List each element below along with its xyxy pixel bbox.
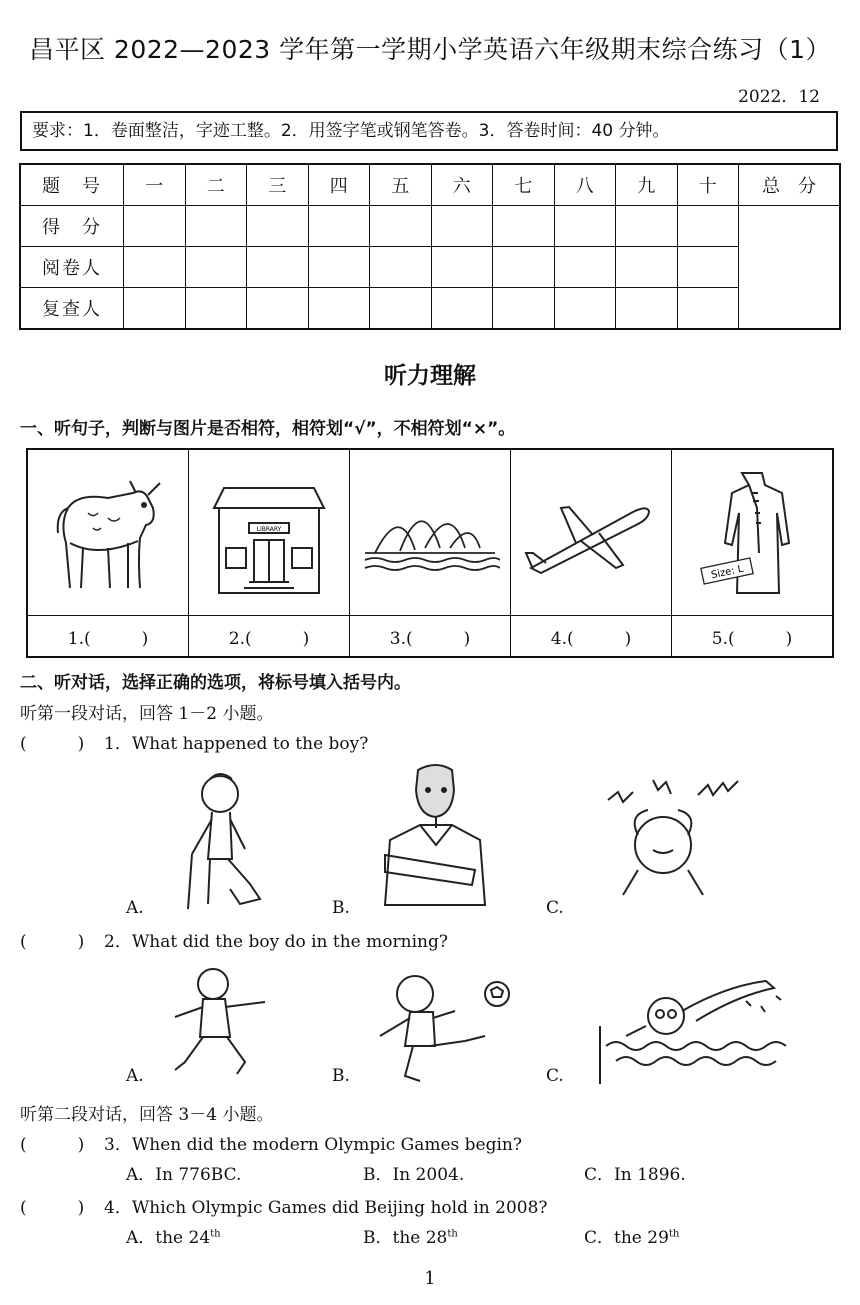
row-label-score: 得 分: [20, 206, 124, 247]
picture-cell-2: [189, 450, 350, 615]
q2-answer-bracket[interactable]: ( ): [20, 932, 85, 952]
score-cell[interactable]: [185, 206, 247, 247]
answer-slot-4[interactable]: 4.( ): [511, 616, 672, 656]
col-3: 三: [247, 164, 309, 206]
checker-cell[interactable]: [554, 288, 616, 330]
total-score-cell[interactable]: [739, 206, 841, 330]
reviewer-cell[interactable]: [554, 247, 616, 288]
col-10: 十: [677, 164, 739, 206]
q4-option-b: B．the 28th: [363, 1228, 458, 1248]
q1-answer-bracket[interactable]: ( ): [20, 734, 85, 754]
reviewer-cell[interactable]: [677, 247, 739, 288]
q3-answer-bracket[interactable]: ( ): [20, 1135, 85, 1155]
score-cell[interactable]: [247, 206, 309, 247]
q4-answer-bracket[interactable]: ( ): [20, 1198, 85, 1218]
section-title: 听力理解: [384, 363, 476, 389]
checker-cell[interactable]: [185, 288, 247, 330]
q2-option-c: C.: [546, 1066, 564, 1086]
part1-instruction: 一、听句子，判断与图片是否相符，相符划“√”，不相符划“×”。: [20, 419, 516, 439]
score-cell[interactable]: [370, 206, 432, 247]
total-label: 总 分: [739, 164, 841, 206]
col-7: 七: [493, 164, 555, 206]
score-cell[interactable]: [677, 206, 739, 247]
checker-cell[interactable]: [431, 288, 493, 330]
checker-cell[interactable]: [247, 288, 309, 330]
reviewer-row: [20, 247, 840, 288]
page-title: 昌平区 2022—2023 学年第一学期小学英语六年级期末综合练习（1）: [28, 35, 832, 64]
opera-house-icon: [360, 488, 500, 578]
row-label-checker: 复查人: [20, 288, 124, 330]
library-icon: [204, 468, 334, 598]
q2-option-a: A.: [126, 1066, 144, 1086]
boy-headache-icon: [608, 780, 738, 895]
boy-broken-leg-icon: [180, 764, 270, 914]
page-number: 1: [424, 1268, 436, 1289]
reviewer-cell[interactable]: [247, 247, 309, 288]
q1-option-a: A.: [126, 898, 144, 918]
col-4: 四: [308, 164, 370, 206]
checker-cell[interactable]: [677, 288, 739, 330]
col-5: 五: [370, 164, 432, 206]
score-cell[interactable]: [431, 206, 493, 247]
reviewer-cell[interactable]: [370, 247, 432, 288]
checker-cell[interactable]: [493, 288, 555, 330]
size-tag: Size: L: [710, 563, 745, 581]
col-9: 九: [616, 164, 678, 206]
part2-instruction: 二、听对话，选择正确的选项，将标号填入括号内。: [20, 673, 411, 693]
reviewer-cell[interactable]: [616, 247, 678, 288]
boy-swimming-icon: [596, 966, 791, 1086]
cow-icon: [48, 463, 168, 603]
dialog2-note: 听第二段对话，回答 3－4 小题。: [20, 1105, 274, 1125]
answer-slot-1[interactable]: 1.( ): [28, 616, 189, 656]
reviewer-cell[interactable]: [308, 247, 370, 288]
checker-cell[interactable]: [308, 288, 370, 330]
picture-cell-1: [28, 450, 189, 615]
reviewer-cell[interactable]: [431, 247, 493, 288]
requirements-box: 要求：1．卷面整洁，字迹工整。2．用签字笔或钢笔答卷。3．答卷时间：40 分钟。: [20, 111, 838, 151]
q3-option-a: A．In 776BC.: [126, 1165, 242, 1185]
part1-picture-grid: [26, 448, 834, 658]
reviewer-cell[interactable]: [493, 247, 555, 288]
score-cell[interactable]: [493, 206, 555, 247]
header-label: 题 号: [20, 164, 124, 206]
answer-slot-5[interactable]: 5.( ): [711, 628, 793, 649]
score-table-header-row: [20, 164, 840, 206]
answer-slot-2[interactable]: 2.( ): [189, 616, 350, 656]
picture-cell-3: [350, 450, 511, 615]
picture-cell-4: [511, 450, 672, 615]
q3-text: 3．When did the modern Olympic Games begin?: [104, 1135, 522, 1155]
score-row: [20, 206, 840, 247]
airplane-icon: [521, 483, 661, 583]
checker-row: [20, 288, 840, 330]
q2-option-b: B.: [332, 1066, 350, 1086]
row-label-reviewer: 阅卷人: [20, 247, 124, 288]
reviewer-cell[interactable]: [124, 247, 186, 288]
q3-option-b: B．In 2004.: [363, 1165, 465, 1185]
q4-option-a: A．the 24th: [126, 1228, 221, 1248]
q1-text: 1．What happened to the boy?: [104, 734, 369, 754]
checker-cell[interactable]: [616, 288, 678, 330]
reviewer-cell[interactable]: [185, 247, 247, 288]
score-table: [19, 163, 841, 330]
boy-soccer-icon: [375, 966, 525, 1086]
q1-option-c: C.: [546, 898, 564, 918]
boy-broken-arm-icon: [380, 760, 490, 910]
picture-cell-5: [672, 450, 832, 615]
q2-text: 2．What did the boy do in the morning?: [104, 932, 448, 952]
q4-text: 4．Which Olympic Games did Beijing hold in 2008?: [104, 1198, 548, 1218]
qipao-dress-icon: [697, 463, 807, 603]
answer-slot-3[interactable]: 3.( ): [350, 616, 511, 656]
score-cell[interactable]: [616, 206, 678, 247]
exam-date: 2022．12: [738, 87, 820, 107]
score-cell[interactable]: [124, 206, 186, 247]
col-6: 六: [431, 164, 493, 206]
checker-cell[interactable]: [124, 288, 186, 330]
boy-kungfu-icon: [165, 962, 275, 1082]
q3-option-c: C．In 1896.: [584, 1165, 686, 1185]
score-cell[interactable]: [554, 206, 616, 247]
col-1: 一: [124, 164, 186, 206]
col-8: 八: [554, 164, 616, 206]
dialog1-note: 听第一段对话，回答 1－2 小题。: [20, 704, 274, 724]
library-sign: LIBRARY: [256, 525, 282, 533]
q1-option-b: B.: [332, 898, 350, 918]
score-cell[interactable]: [308, 206, 370, 247]
col-2: 二: [185, 164, 247, 206]
checker-cell[interactable]: [370, 288, 432, 330]
q4-option-c: C．the 29th: [584, 1228, 680, 1248]
